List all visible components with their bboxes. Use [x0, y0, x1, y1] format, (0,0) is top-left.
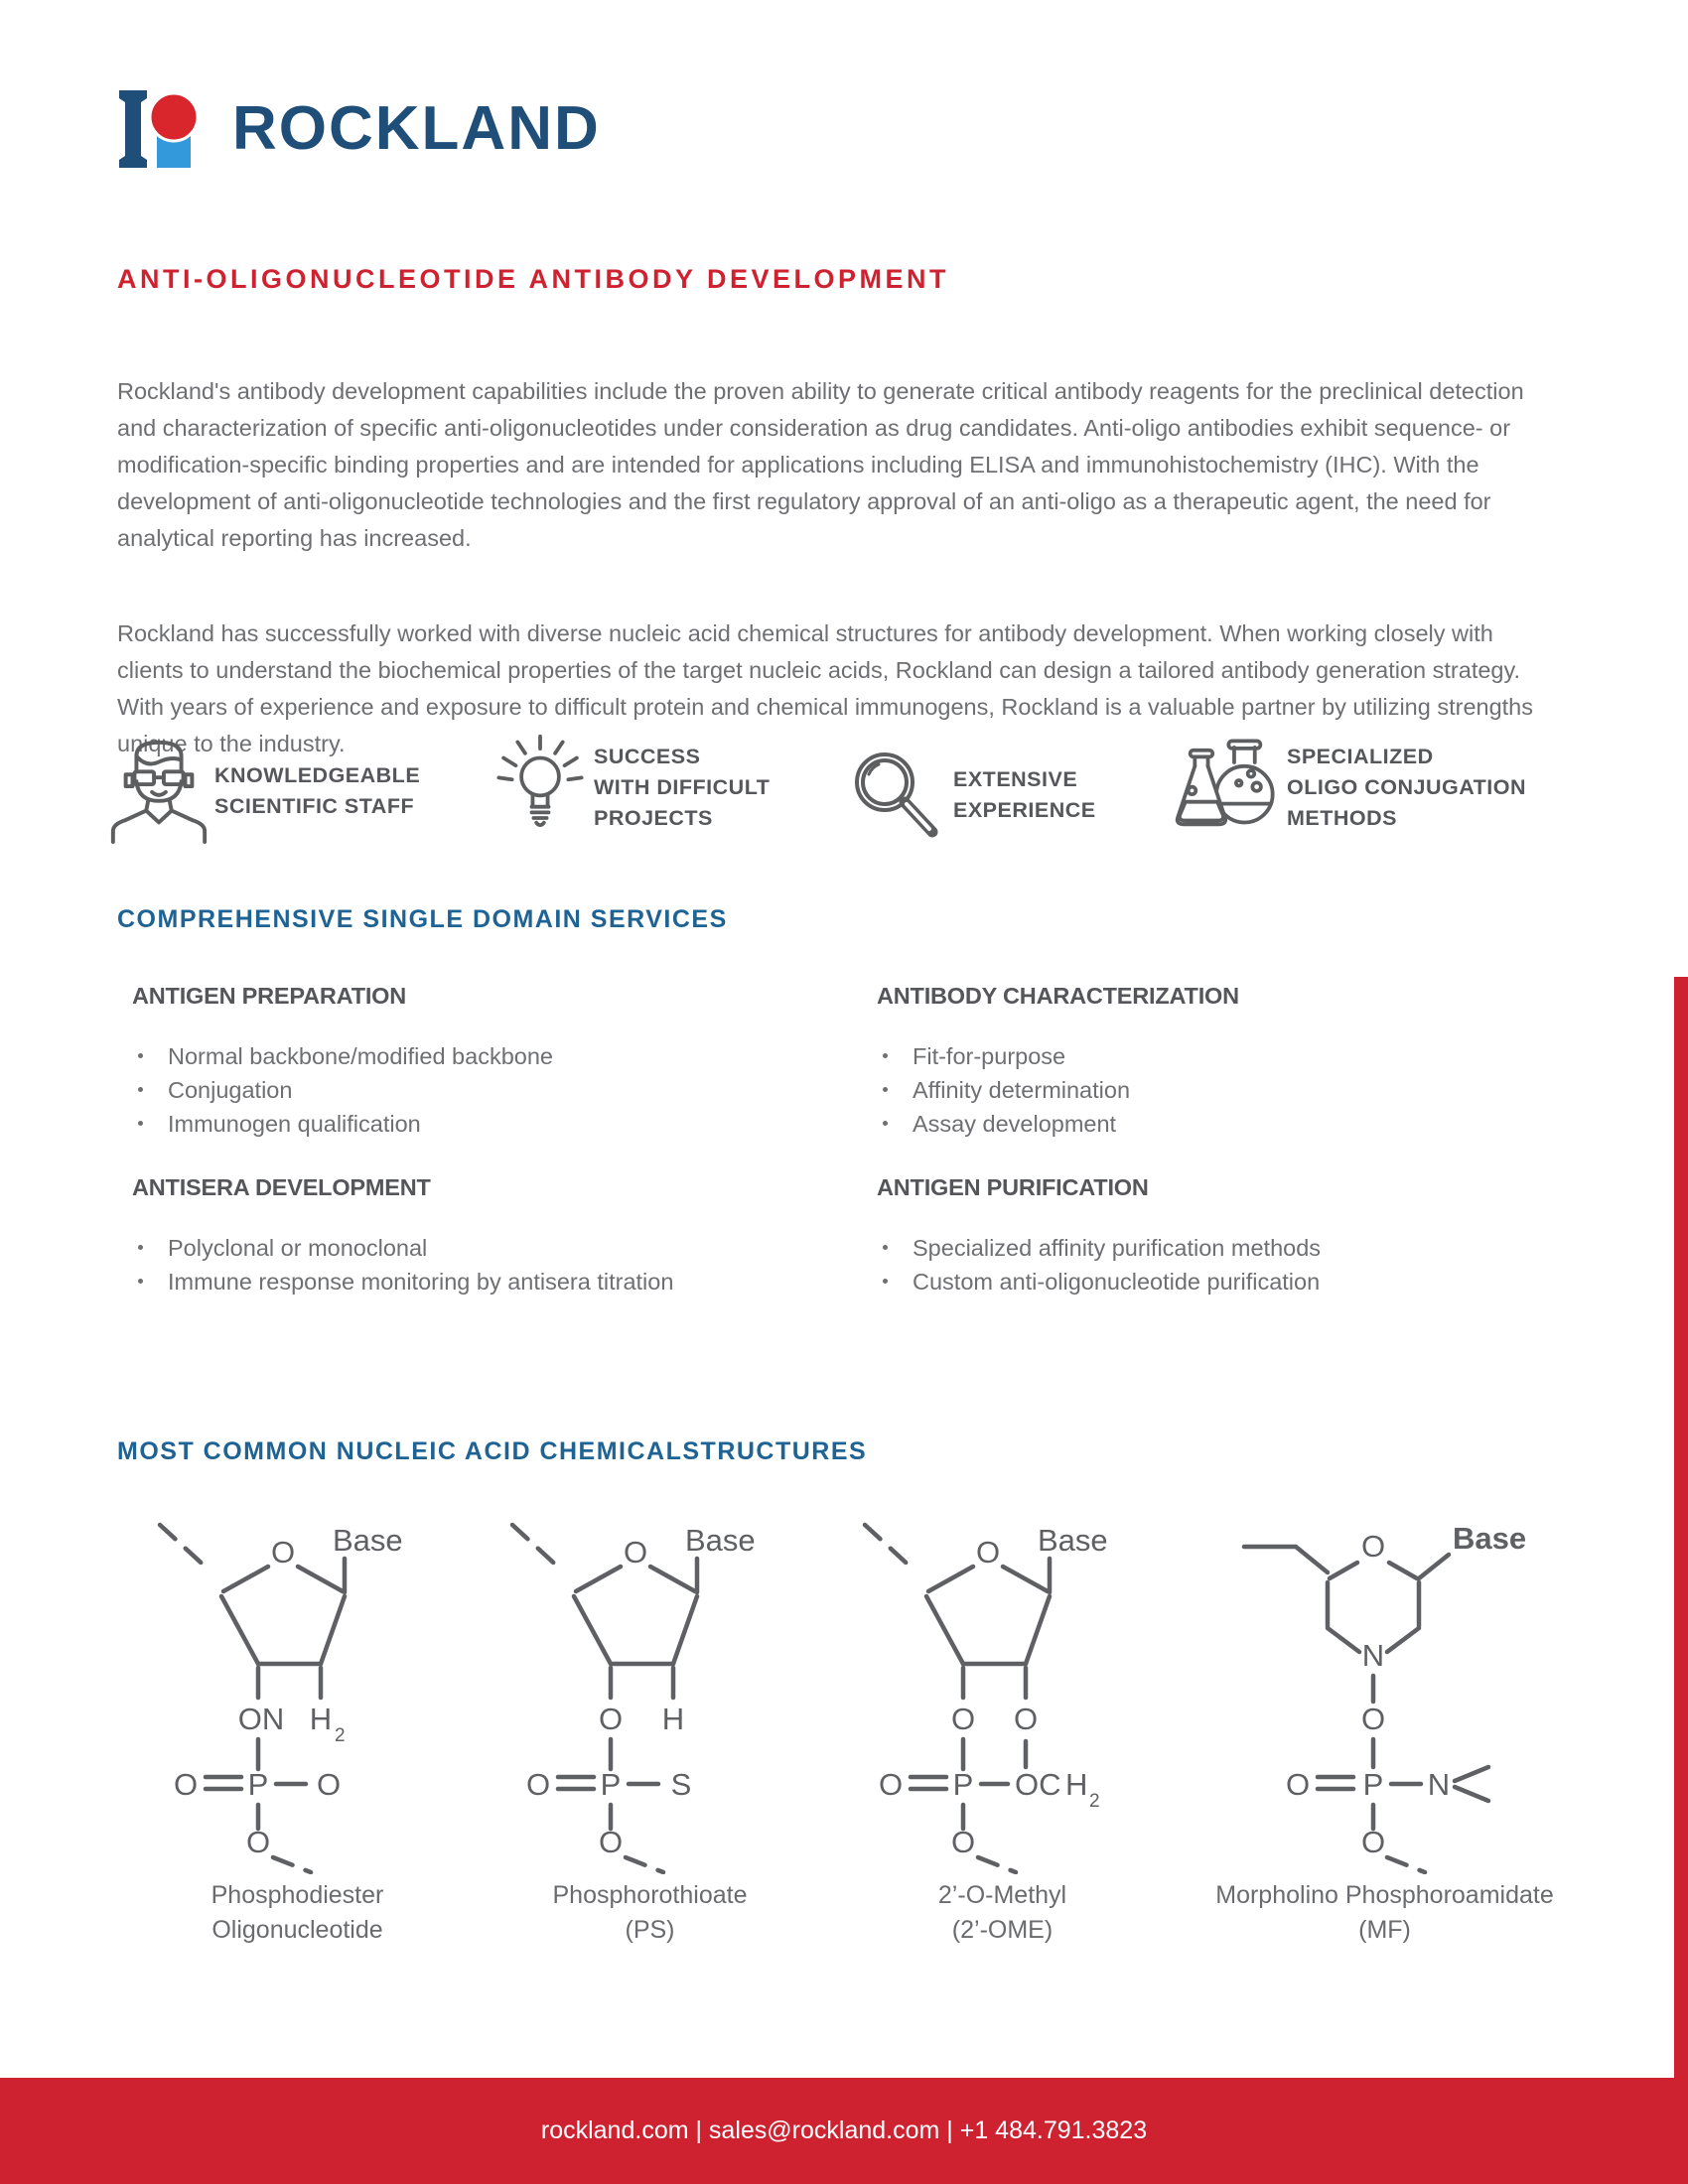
- structure-caption: Phosphodiester Oligonucleotide: [211, 1881, 384, 1944]
- section-title: ANTIBODY CHARACTERIZATION: [877, 983, 1239, 1009]
- structure-phosphorothioate: [474, 1507, 826, 1948]
- feature-difficult-projects: [594, 742, 770, 834]
- footer-bar: [0, 2078, 1688, 2184]
- phosphate-group: [878, 1668, 1099, 1872]
- list-item: Immune response monitoring by antisera titration: [132, 1265, 847, 1298]
- list-item: Affinity determination: [877, 1073, 1592, 1107]
- atom-label: 2: [1088, 1791, 1100, 1812]
- feature-oligo-conjugation: [1287, 742, 1526, 834]
- section-title: ANTIGEN PURIFICATION: [877, 1174, 1149, 1200]
- atom-label: OC: [1014, 1767, 1060, 1802]
- structure-phosphodiester: [121, 1507, 474, 1948]
- atom-label: H: [309, 1702, 332, 1736]
- atom-label: O: [1013, 1702, 1038, 1736]
- atom-label: P: [247, 1767, 268, 1802]
- list-item: Fit-for-purpose: [877, 1039, 1592, 1073]
- list-item: Normal backbone/modified backbone: [132, 1039, 847, 1073]
- feature-label-line: PROJECTS: [594, 806, 713, 830]
- atom-label: O: [525, 1767, 550, 1802]
- atom-label: O: [598, 1825, 623, 1859]
- atom-label: H: [1064, 1767, 1087, 1802]
- intro-paragraph-2: Rockland has successfully worked with diverse nucleic acid chemical structures for antibody development. When working closely with clients to understand the biochemical properties of the target nucleic acids, Rockland can design a tailored antibody generation strategy. With years of experience and exposure to difficult protein and chemical immunogens, Rockland is a valuable partner by utilizing strengths unique to the industry.: [117, 619, 1533, 756]
- section-antigen-preparation: [132, 983, 847, 1141]
- section-antigen-purification: [877, 1174, 1592, 1298]
- phosphate-group: [173, 1668, 345, 1872]
- structure-morpholino: [1179, 1507, 1591, 1948]
- atom-label: O: [598, 1702, 623, 1736]
- atom-label: O: [270, 1535, 295, 1570]
- section-antisera-development: [132, 1174, 847, 1298]
- section-title: ANTIGEN PREPARATION: [132, 983, 407, 1009]
- atom-label: Base: [1452, 1521, 1526, 1556]
- list-item: Custom anti-oligonucleotide purification: [877, 1265, 1592, 1298]
- atom-label: N: [1361, 1638, 1384, 1673]
- feature-label-line: EXPERIENCE: [953, 798, 1096, 822]
- atom-label: Base: [1037, 1523, 1108, 1558]
- atom-label: O: [950, 1825, 975, 1859]
- atom-label: Base: [684, 1523, 756, 1558]
- atom-label: O: [878, 1767, 903, 1802]
- phosphate-group: [525, 1668, 690, 1872]
- atom-label: P: [1362, 1767, 1383, 1802]
- lightbulb-icon: [489, 725, 592, 844]
- feature-label-line: WITH DIFFICULT: [594, 775, 771, 799]
- feature-label-line: OLIGO CONJUGATION: [1287, 775, 1527, 799]
- feature-label-line: SCIENTIFIC STAFF: [214, 794, 415, 818]
- atom-label: O: [1285, 1767, 1310, 1802]
- atom-label: O: [623, 1535, 647, 1570]
- feature-knowledgeable-staff: [214, 760, 420, 822]
- phosphoroamidate-group: [1285, 1676, 1487, 1872]
- magnifier-icon: [839, 741, 948, 848]
- structure-2-o-methyl: [826, 1507, 1179, 1948]
- atom-label: Base: [332, 1523, 403, 1558]
- atom-label: O: [975, 1535, 1000, 1570]
- flasks-icon: [1167, 733, 1284, 844]
- section-title: ANTISERA DEVELOPMENT: [132, 1174, 431, 1200]
- list-item: Immunogen qualification: [132, 1107, 847, 1141]
- footer-contact: rockland.com | sales@rockland.com | +1 484.791.3823: [540, 2116, 1148, 2144]
- sugar-ring: [865, 1523, 1108, 1664]
- atom-label: N: [1427, 1767, 1450, 1802]
- feature-label-line: SPECIALIZED: [1287, 745, 1434, 768]
- atom-label: O: [173, 1767, 198, 1802]
- atom-label: ON: [237, 1702, 284, 1736]
- sugar-ring: [512, 1523, 756, 1664]
- page-title: ANTI-OLIGONUCLEOTIDE ANTIBODY DEVELOPMENT: [117, 264, 950, 294]
- atom-label: O: [950, 1702, 975, 1736]
- right-accent-bar: [1674, 977, 1688, 2079]
- list-item: Polyclonal or monoclonal: [132, 1231, 847, 1265]
- atom-label: O: [1360, 1529, 1385, 1564]
- atom-label: O: [1360, 1825, 1385, 1859]
- structures-heading: MOST COMMON NUCLEIC ACID CHEMICALSTRUCTURES: [117, 1437, 868, 1465]
- atom-label: P: [600, 1767, 621, 1802]
- list-item: Assay development: [877, 1107, 1592, 1141]
- chemical-structures-row: [121, 1507, 1591, 1948]
- structure-caption: Phosphorothioate (PS): [552, 1881, 748, 1944]
- feature-label-line: KNOWLEDGEABLE: [214, 763, 421, 787]
- logo-wordmark: ROCKLAND: [232, 94, 601, 163]
- atom-label: S: [670, 1767, 691, 1802]
- feature-label-line: EXTENSIVE: [953, 767, 1078, 791]
- atom-label: O: [245, 1825, 270, 1859]
- structure-caption: Morpholino Phosphoroamidate (MF): [1215, 1881, 1554, 1944]
- intro-paragraph-1: Rockland's antibody development capabilities include the proven ability to generate critical antibody reagents for the preclinical detection and characterization of specific anti-oligonucleotides under consideration as drug candidates. Anti-oligo antibodies exhibit sequence- or modification-specific binding properties and are intended for applications including ELISA and immunohistochemistry (IHC). With the development of anti-oligonucleotide technologies and the first regulatory approval of an anti-oligo as a therapeutic agent, the need for analytical reporting has increased.: [117, 377, 1524, 551]
- atom-label: O: [1360, 1702, 1385, 1736]
- section-antibody-characterization: [877, 983, 1592, 1141]
- feature-extensive-experience: [953, 764, 1096, 826]
- services-heading: COMPREHENSIVE SINGLE DOMAIN SERVICES: [117, 905, 728, 933]
- atom-label: P: [952, 1767, 973, 1802]
- rockland-logo-icon: [117, 89, 218, 169]
- structure-caption: 2’-O-Methyl (2’-OME): [937, 1881, 1067, 1944]
- list-item: Conjugation: [132, 1073, 847, 1107]
- feature-label-line: METHODS: [1287, 806, 1397, 830]
- atom-label: 2: [334, 1725, 346, 1746]
- feature-label-line: SUCCESS: [594, 745, 701, 768]
- sugar-ring: [160, 1523, 403, 1664]
- scientist-icon: [105, 731, 212, 848]
- rockland-logo: [117, 89, 601, 169]
- list-item: Specialized affinity purification methods: [877, 1231, 1592, 1265]
- morpholine-ring: [1244, 1521, 1526, 1673]
- atom-label: H: [661, 1702, 684, 1736]
- atom-label: O: [316, 1767, 341, 1802]
